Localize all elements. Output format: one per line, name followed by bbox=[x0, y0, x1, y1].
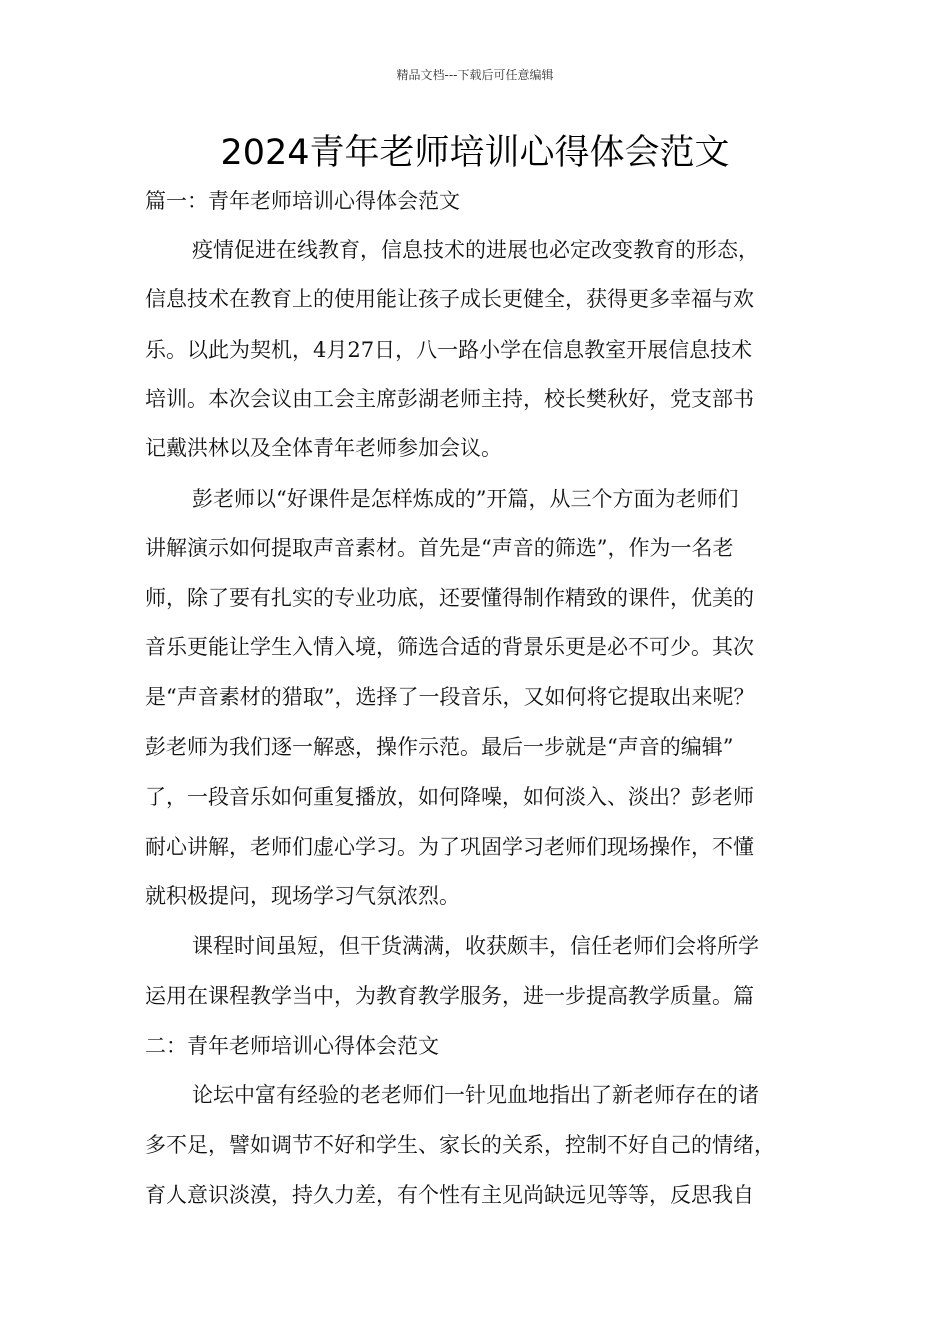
body-line: 多不足，譬如调节不好和学生、家长的关系，控制不好自己的情绪， bbox=[145, 1133, 775, 1157]
body-line: 培训。本次会议由工会主席彭湖老师主持，校长樊秋好，党支部书 bbox=[145, 387, 754, 411]
body-line: 了，一段音乐如何重复播放，如何降噪，如何淡入、淡出？彭老师 bbox=[145, 785, 754, 809]
body-line: 彭老师为我们逐一解惑，操作示范。最后一步就是“声音的编辑” bbox=[145, 735, 734, 759]
body-line: 记戴洪林以及全体青年老师参加会议。 bbox=[145, 436, 502, 460]
body-line: 乐。以此为契机，4月27日，八一路小学在信息教室开展信息技术 bbox=[145, 338, 753, 362]
body-line: 课程时间虽短，但干货满满，收获颇丰，信任老师们会将所学 bbox=[192, 934, 759, 958]
body-line: 信息技术在教育上的使用能让孩子成长更健全，获得更多幸福与欢 bbox=[145, 287, 754, 311]
body-line: 师，除了要有扎实的专业功底，还要懂得制作精致的课件，优美的 bbox=[145, 586, 754, 610]
page-header-note: 精品文档---下载后可任意编辑 bbox=[396, 68, 554, 82]
body-line: 育人意识淡漠，持久力差，有个性有主见尚缺远见等等，反思我自 bbox=[145, 1183, 754, 1207]
body-line: 讲解演示如何提取声音素材。首先是“声音的筛选”，作为一名老 bbox=[145, 536, 734, 560]
document-title: 2024青年老师培训心得体会范文 bbox=[220, 133, 730, 173]
body-line: 疫情促进在线教育，信息技术的进展也必定改变教育的形态， bbox=[192, 238, 759, 262]
body-line: 彭老师以“好课件是怎样炼成的”开篇，从三个方面为老师们 bbox=[192, 487, 739, 511]
body-line: 耐心讲解，老师们虚心学习。为了巩固学习老师们现场操作，不懂 bbox=[145, 835, 754, 859]
body-line: 是“声音素材的猎取”，选择了一段音乐，又如何将它提取出来呢？ bbox=[145, 685, 755, 709]
body-line: 论坛中富有经验的老老师们一针见血地指出了新老师存在的诸 bbox=[192, 1083, 759, 1107]
body-line: 就积极提问，现场学习气氛浓烈。 bbox=[145, 884, 460, 908]
body-line: 运用在课程教学当中，为教育教学服务，进一步提高教学质量。篇 bbox=[145, 984, 754, 1008]
body-line: 二：青年老师培训心得体会范文 bbox=[145, 1034, 439, 1058]
section-heading-1: 篇一：青年老师培训心得体会范文 bbox=[145, 189, 460, 213]
body-line: 音乐更能让学生入情入境，筛选合适的背景乐更是必不可少。其次 bbox=[145, 635, 754, 659]
